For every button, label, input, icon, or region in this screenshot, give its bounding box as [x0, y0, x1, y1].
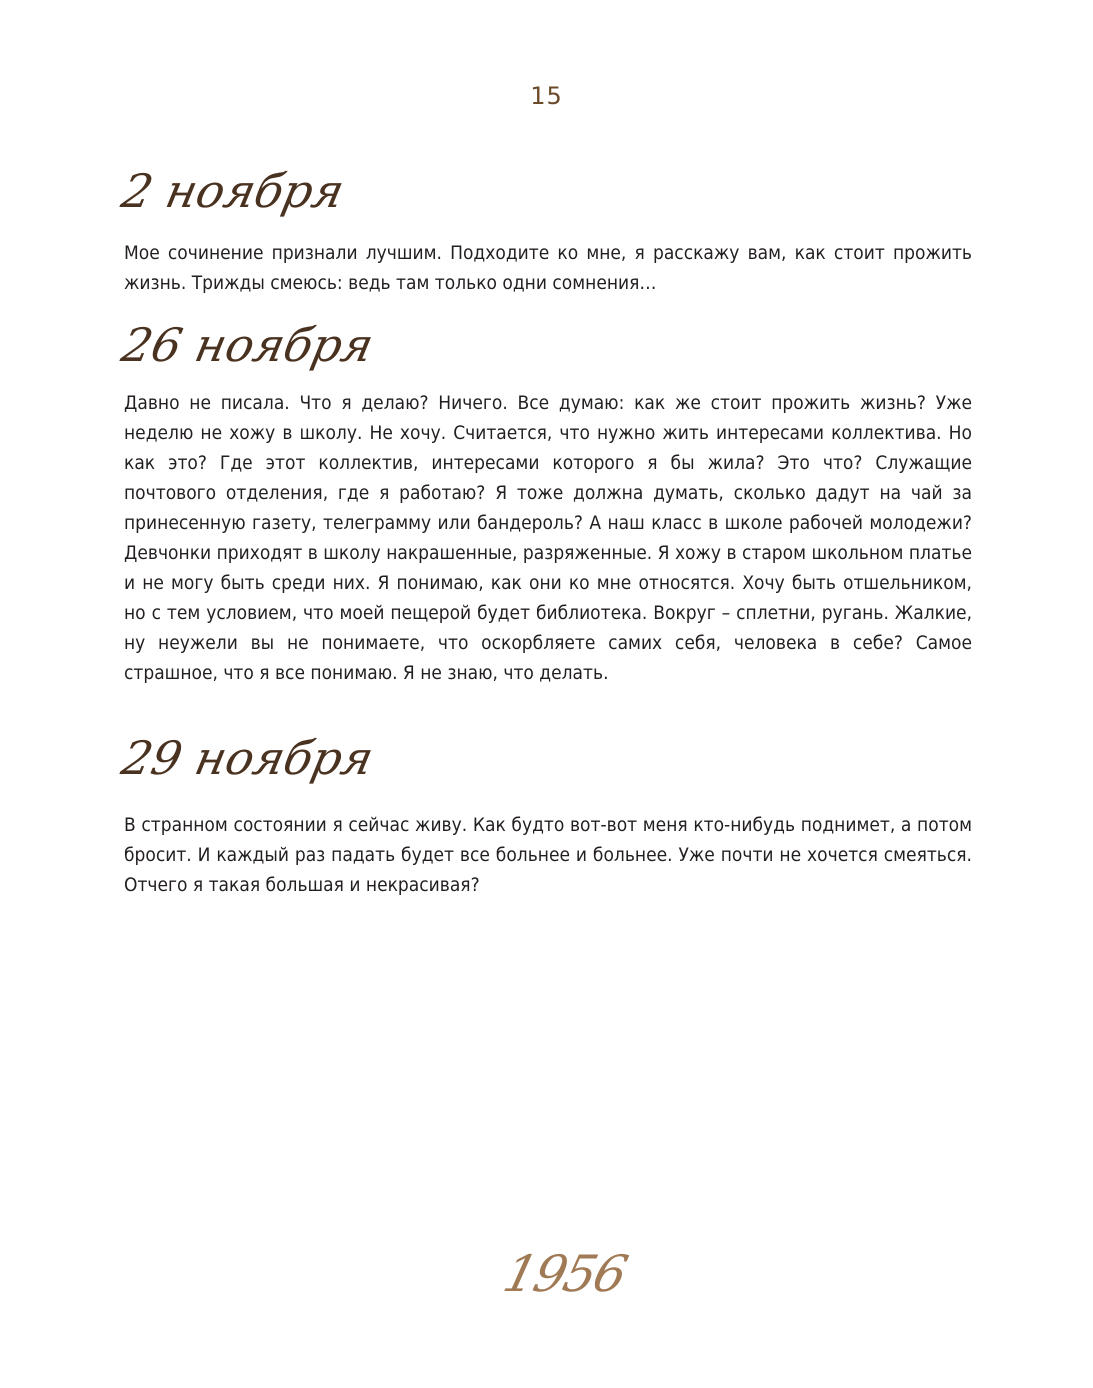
year-handwritten: 1956	[497, 1245, 632, 1303]
entry-date-handwritten: 2 ноября	[117, 164, 349, 218]
entry-text: Мое сочинение признали лучшим. Подходите ко мне, я расскажу вам, как стоит прожить жизнь. Трижды смеюсь: ведь там только одни сомнения…	[124, 242, 972, 294]
entry-date-handwritten: 26 ноября	[117, 318, 379, 372]
entry-text: Давно не писала. Что я делаю? Ничего. Все думаю: как же стоит прожить жизнь? Уже неделю не хожу в школу. Не хочу. Считается, что нужно жить интересами коллектива. Но как это? Где этот коллектив, интересами которого я бы жила? Это что? Служащие почтового отделения, где я работаю? Я тоже должна думать, сколько дадут на чай за принесенную газету, телеграмму или бандероль? А наш класс в школе рабочей молодежи? Девчонки приходят в школу накрашенные, разряженные. Я хожу в старом школьном платье и не могу быть среди них. Я понимаю, как они ко мне относятся. Хочу быть отшельником, но с тем условием, что моей пещерой будет библиотека. Вокруг – сплетни, ругань. Жалкие, ну неужели вы не понимаете, что оскорбляете самих себя, человека в себе? Самое страшное, что я все понимаю. Я не знаю, что делать.	[124, 392, 972, 684]
page-number: 15	[530, 82, 563, 110]
entry-text: В странном состоянии я сейчас живу. Как будто вот-вот меня кто-нибудь поднимет, а потом бросит. И каждый раз падать будет все больнее и больнее. Уже почти не хочется смеяться. Отчего я такая большая и некрасивая?	[124, 814, 972, 896]
entry-date-handwritten: 29 ноября	[117, 731, 379, 785]
